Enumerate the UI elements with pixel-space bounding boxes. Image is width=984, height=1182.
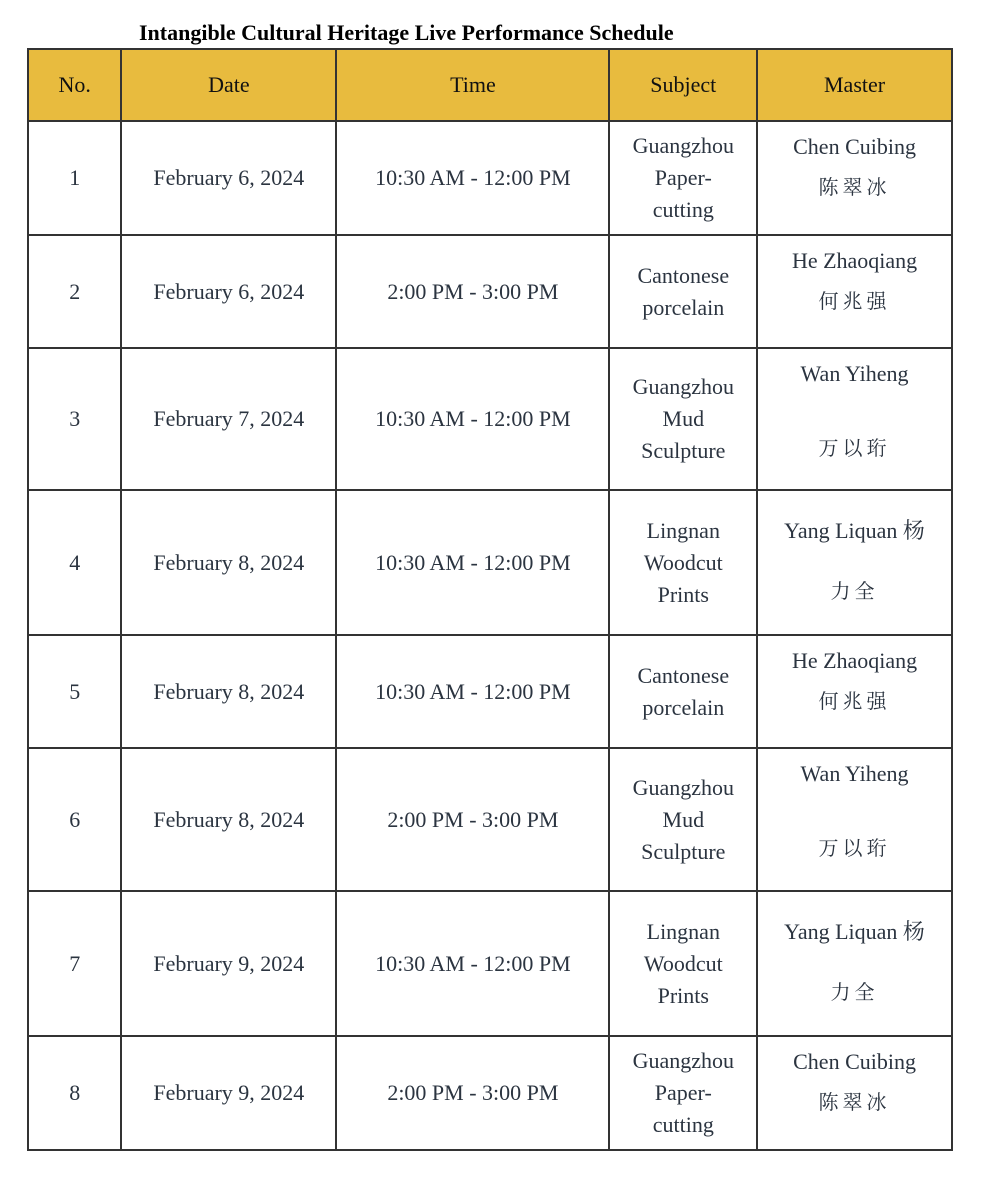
cell-date: February 9, 2024 [121, 1036, 336, 1150]
master-name-cn: 何兆强 [818, 689, 891, 713]
cell-time: 2:00 PM - 3:00 PM [336, 1036, 609, 1150]
subject-line: Woodcut [643, 549, 723, 575]
table-row [28, 235, 952, 348]
cell-no: 4 [28, 490, 121, 635]
cell-subject [609, 635, 757, 748]
subject-line: Prints [657, 581, 709, 607]
cell-no: 1 [28, 121, 121, 235]
schedule-table [27, 48, 953, 1151]
table-row [28, 635, 952, 748]
table-row [28, 1036, 952, 1150]
cell-master [757, 121, 952, 235]
subject-line: Cantonese [637, 262, 730, 288]
cell-no: 3 [28, 348, 121, 490]
master-name-cn: 万以珩 [818, 836, 891, 860]
subject-line: Lingnan [646, 918, 720, 944]
column-header-no: No. [28, 49, 121, 121]
subject-line: Paper- [654, 165, 712, 190]
cell-master [757, 891, 952, 1036]
cell-no: 7 [28, 891, 121, 1036]
cell-date: February 8, 2024 [121, 490, 336, 635]
cell-date: February 8, 2024 [121, 635, 336, 748]
cell-date: February 6, 2024 [121, 121, 336, 235]
master-name-en: Yang Liquan 杨 [784, 919, 925, 944]
cell-time: 10:30 AM - 12:00 PM [336, 635, 609, 748]
subject-line: Guangzhou [632, 374, 734, 399]
subject-line: Sculpture [641, 438, 726, 463]
table-header-row [28, 49, 952, 121]
cell-time: 2:00 PM - 3:00 PM [336, 748, 609, 891]
cell-master [757, 235, 952, 348]
master-name-cn: 力全 [830, 980, 879, 1004]
cell-master [757, 635, 952, 748]
cell-time: 10:30 AM - 12:00 PM [336, 891, 609, 1036]
cell-no: 5 [28, 635, 121, 748]
master-name-cn: 陈翠冰 [818, 1090, 891, 1114]
cell-master [757, 490, 952, 635]
cell-subject [609, 748, 757, 891]
cell-no: 8 [28, 1036, 121, 1150]
table-row [28, 891, 952, 1036]
master-name-en: He Zhaoqiang [791, 648, 918, 673]
column-header-time: Time [336, 49, 609, 121]
cell-subject [609, 121, 757, 235]
master-name-cn: 力全 [830, 579, 879, 603]
cell-subject [609, 348, 757, 490]
cell-date: February 6, 2024 [121, 235, 336, 348]
cell-time: 10:30 AM - 12:00 PM [336, 490, 609, 635]
cell-subject [609, 490, 757, 635]
cell-time: 10:30 AM - 12:00 PM [336, 348, 609, 490]
master-name-en: Yang Liquan 杨 [784, 518, 925, 543]
page-title: Intangible Cultural Heritage Live Performance Schedule [139, 20, 674, 45]
subject-line: Cantonese [637, 662, 730, 688]
master-name-en: He Zhaoqiang [791, 248, 918, 273]
subject-line: cutting [652, 1112, 714, 1137]
cell-subject [609, 891, 757, 1036]
cell-subject [609, 235, 757, 348]
column-header-subject: Subject [609, 49, 757, 121]
master-name-en: Chen Cuibing [793, 1049, 916, 1074]
subject-line: Lingnan [646, 517, 720, 543]
master-name-en: Chen Cuibing [793, 134, 916, 159]
subject-line: Guangzhou [632, 133, 734, 158]
column-header-date: Date [121, 49, 336, 121]
table-row [28, 748, 952, 891]
subject-line: Mud [662, 806, 705, 832]
cell-subject [609, 1036, 757, 1150]
subject-line: Paper- [654, 1080, 712, 1105]
cell-date: February 9, 2024 [121, 891, 336, 1036]
cell-master [757, 1036, 952, 1150]
master-name-en: Wan Yiheng [800, 761, 909, 786]
subject-line: Guangzhou [632, 774, 734, 800]
cell-date: February 7, 2024 [121, 348, 336, 490]
subject-line: Mud [662, 406, 705, 431]
subject-line: Woodcut [643, 950, 723, 976]
subject-line: Guangzhou [632, 1048, 734, 1073]
cell-no: 6 [28, 748, 121, 891]
master-name-cn: 陈翠冰 [818, 175, 891, 199]
subject-line: cutting [652, 197, 714, 222]
subject-line: Prints [657, 982, 709, 1008]
cell-time: 2:00 PM - 3:00 PM [336, 235, 609, 348]
master-name-cn: 何兆强 [818, 289, 891, 313]
column-header-master: Master [757, 49, 952, 121]
table-row [28, 121, 952, 235]
master-name-cn: 万以珩 [818, 436, 891, 460]
subject-line: porcelain [642, 294, 725, 320]
cell-no: 2 [28, 235, 121, 348]
table-row [28, 348, 952, 490]
cell-master [757, 348, 952, 490]
master-name-en: Wan Yiheng [800, 361, 909, 386]
subject-line: Sculpture [641, 838, 726, 864]
cell-time: 10:30 AM - 12:00 PM [336, 121, 609, 235]
table-row [28, 490, 952, 635]
cell-master [757, 748, 952, 891]
subject-line: porcelain [642, 694, 725, 720]
cell-date: February 8, 2024 [121, 748, 336, 891]
